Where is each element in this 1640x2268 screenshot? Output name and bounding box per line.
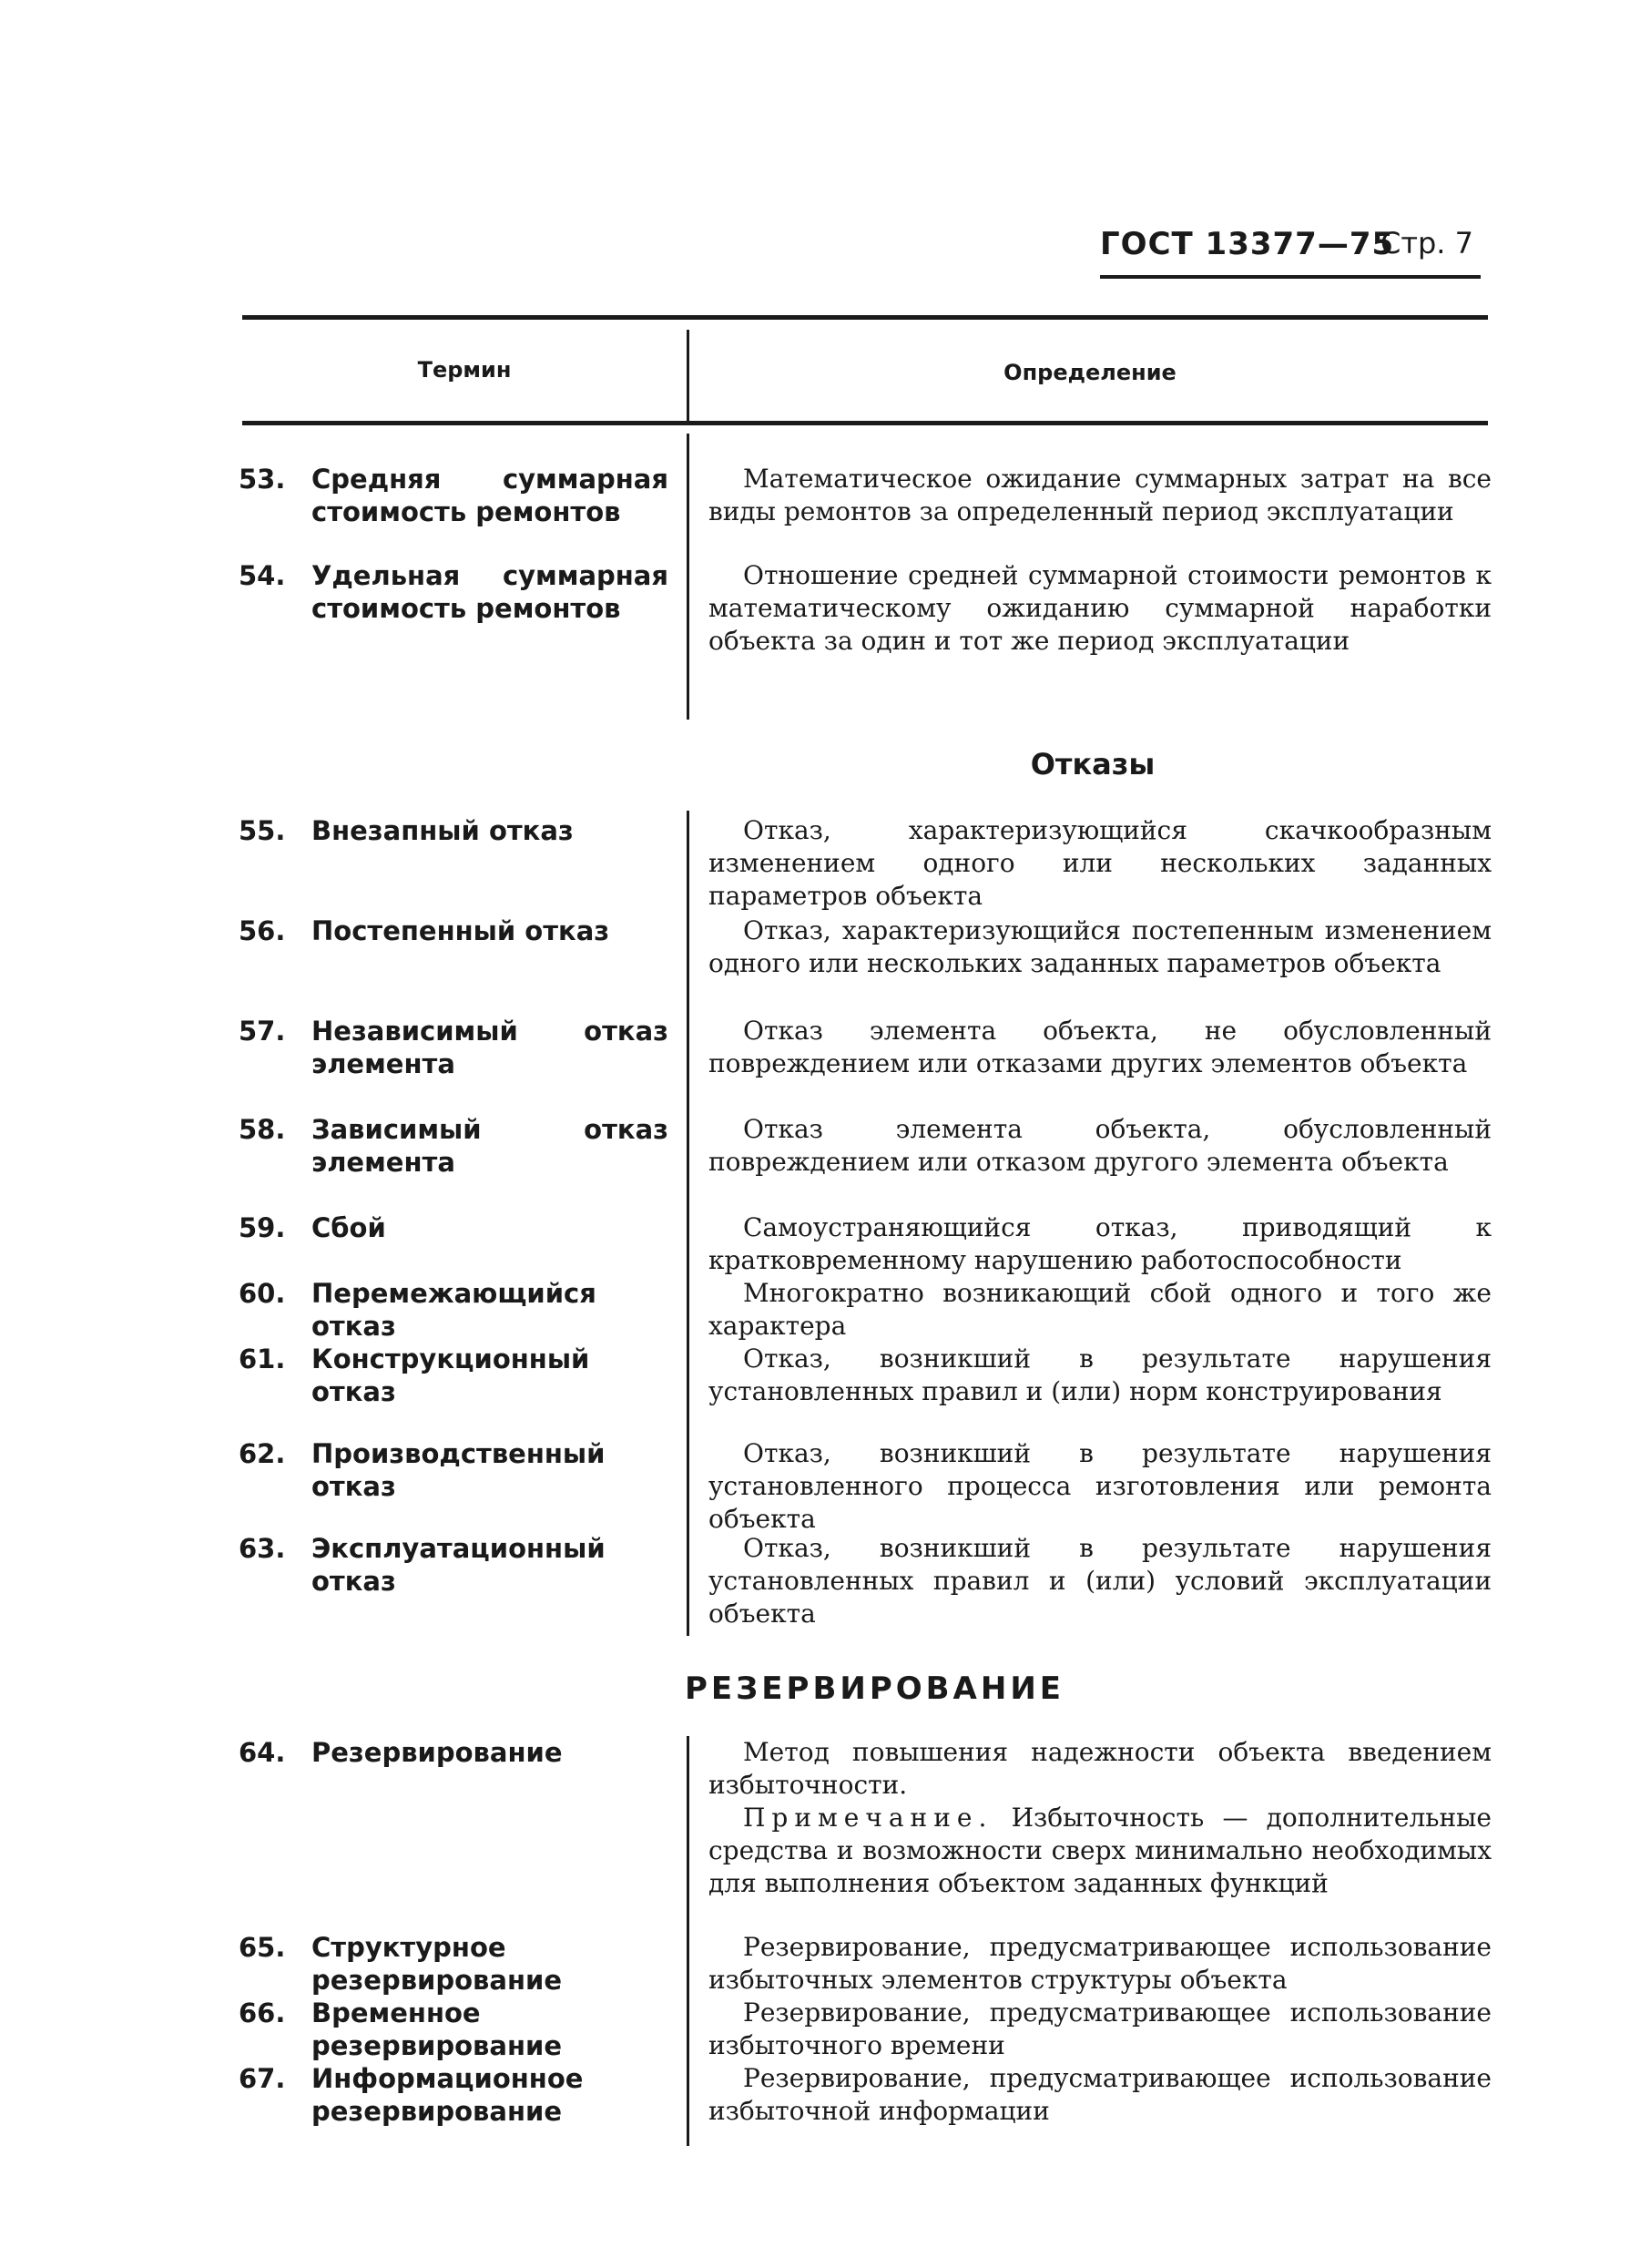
term-label: Перемежающийся отказ (311, 1278, 596, 1342)
term-definition: Отказ элемента объекта, обусловленный повреждением или отказом другого элемента объекта (708, 1114, 1492, 1177)
term-definition: Метод повышения надежности объекта введением избыточности. (708, 1737, 1492, 1800)
note-lead: Примечание. (743, 1803, 993, 1833)
term-number: 62. (239, 1438, 286, 1469)
term-definition: Отказ, характеризующийся постепенным изменением одного или нескольких заданных параметров объекта (708, 915, 1492, 978)
column-divider-block-1 (687, 434, 689, 720)
term-label: Сбой (311, 1212, 386, 1243)
term-definition: Резервирование, предусматривающее использование избыточной информации (708, 2063, 1492, 2126)
term-number: 55. (239, 815, 286, 846)
term-column-header: Термин (417, 357, 512, 383)
term-label: Зависимый отказ элемента (311, 1114, 668, 1178)
column-divider-block-3 (687, 1736, 689, 2146)
term-label: Производственный отказ (311, 1438, 606, 1502)
term-definition: Резервирование, предусматривающее использование избыточных элементов структуры объекта (708, 1932, 1492, 1995)
term-definition: Отказ элемента объекта, не обусловленный повреждением или отказами других элементов объекта (708, 1016, 1492, 1078)
term-label: Эксплуатационный отказ (311, 1533, 606, 1597)
term-label: Временное резервирование (311, 1997, 563, 2061)
table-header-bottom-rule (242, 421, 1488, 425)
term-definition: Отказ, характеризующийся скачкообразным изменением одного или нескольких заданных параметров объекта (708, 815, 1492, 911)
term-note (708, 1802, 1492, 1900)
running-header (1100, 226, 1482, 290)
column-divider-block-2 (687, 811, 689, 1636)
term-label: Удельная суммарная стоимость ремонтов (311, 560, 668, 624)
term-number: 60. (239, 1278, 286, 1309)
term-definition: Самоустраняющийся отказ, приводящий к кратковременному нарушению работоспособности (708, 1212, 1492, 1275)
term-number: 59. (239, 1212, 286, 1243)
term-number: 66. (239, 1997, 286, 2028)
section-heading-redundancy: РЕЗЕРВИРОВАНИЕ (685, 1670, 1065, 1707)
term-label: Информационное резервирование (311, 2063, 584, 2127)
definition-column-header: Определение (1003, 360, 1177, 385)
term-definition: Многократно возникающий сбой одного и того же характера (708, 1278, 1492, 1341)
standard-code: ГОСТ 13377—75 (1100, 226, 1395, 262)
header-column-divider (687, 330, 689, 424)
term-number: 58. (239, 1114, 286, 1145)
table-top-rule (242, 315, 1488, 320)
note-text: Избыточность — дополнительные средства и возможности сверх минимально необходимых для выполнения объектом заданных функций (708, 1803, 1492, 1898)
term-label: Постепенный отказ (311, 915, 610, 946)
term-label: Конструкционный отказ (311, 1343, 590, 1407)
term-label: Внезапный отказ (311, 815, 574, 846)
term-label: Резервирование (311, 1737, 563, 1768)
term-number: 65. (239, 1932, 286, 1963)
term-label: Структурное резервирование (311, 1932, 563, 1996)
term-number: 61. (239, 1343, 286, 1374)
term-number: 64. (239, 1737, 286, 1768)
term-definition: Резервирование, предусматривающее использование избыточного времени (708, 1997, 1492, 2060)
section-heading-failures: Отказы (1030, 747, 1156, 782)
term-number: 53. (239, 464, 286, 495)
header-underline (1100, 275, 1481, 279)
term-number: 67. (239, 2063, 286, 2094)
page-number: Стр. 7 (1380, 226, 1473, 261)
term-number: 54. (239, 560, 286, 591)
term-number: 57. (239, 1016, 286, 1047)
term-definition: Отношение средней суммарной стоимости ремонтов к математическому ожиданию суммарной наработки объекта за один и тот же период эксплуатации (708, 560, 1492, 656)
term-definition: Математическое ожидание суммарных затрат на все виды ремонтов за определенный период эксплуатации (708, 464, 1492, 526)
term-definition: Отказ, возникший в результате нарушения установленных правил и (или) норм конструирования (708, 1343, 1492, 1406)
term-definition: Отказ, возникший в результате нарушения установленного процесса изготовления или ремонта объекта (708, 1438, 1492, 1534)
term-label: Независимый отказ элемента (311, 1016, 668, 1079)
term-definition: Отказ, возникший в результате нарушения установленных правил и (или) условий эксплуатации объекта (708, 1533, 1492, 1629)
term-label: Средняя суммарная стоимость ремонтов (311, 464, 668, 527)
term-number: 56. (239, 915, 286, 946)
term-number: 63. (239, 1533, 286, 1564)
